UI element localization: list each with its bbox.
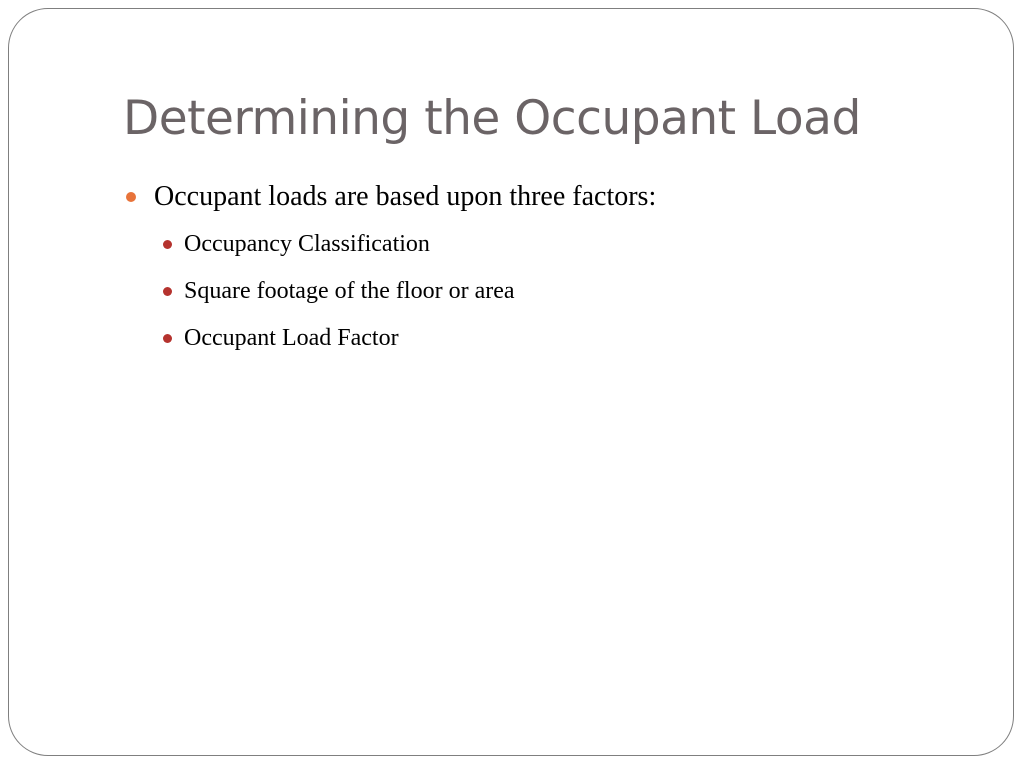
bullet-item [123,177,656,362]
sub-bullet-dot-icon [163,334,172,343]
sub-bullet-item [154,221,687,268]
bullet-list [123,177,656,362]
sub-bullet-dot-icon [163,240,172,249]
sub-bullet-text: Occupancy Classification [184,231,430,257]
sub-bullet-dot-icon [163,287,172,296]
slide-title: Determining the Occupant Load [123,91,861,146]
slide-frame [8,8,1014,756]
sub-bullet-item [154,315,687,362]
sub-bullet-text: Occupant Load Factor [184,325,399,351]
bullet-text: Occupant loads are based upon three factors: [154,181,657,212]
bullet-dot-icon [126,192,136,202]
sub-bullet-item [154,268,687,315]
sub-bullet-text: Square footage of the floor or area [184,278,515,304]
sub-bullet-list [154,221,656,362]
